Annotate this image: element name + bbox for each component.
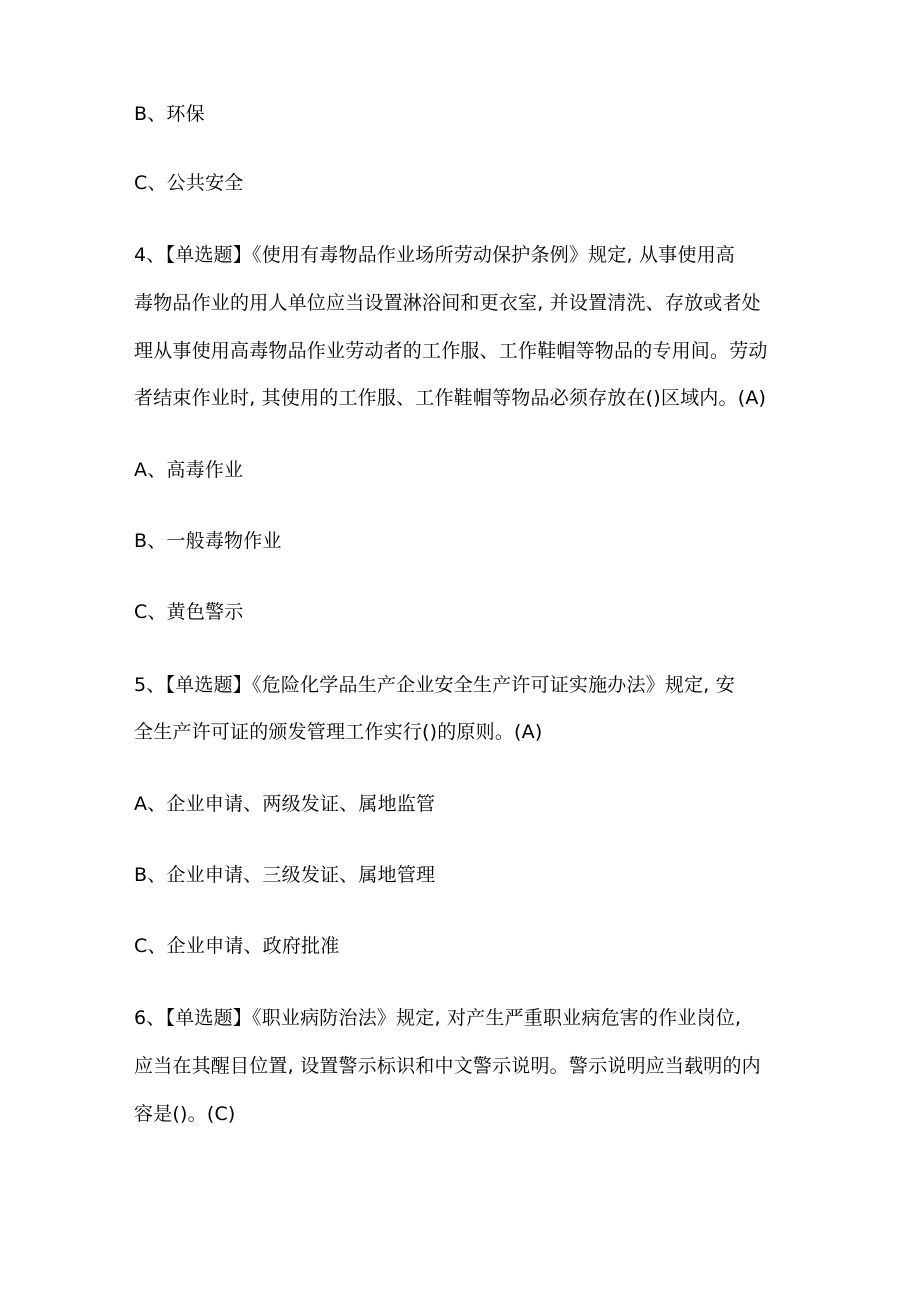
question-5-line-2: 全生产许可证的颁发管理工作实行()的原则。(A) xyxy=(134,721,543,743)
question-4-line-3: 理从事使用高毒物品作业劳动者的工作服、工作鞋帽等物品的专用间。劳动 xyxy=(134,340,768,362)
question-6-line-1: 6、【单选题】《职业病防治法》规定, 对产生严重职业病危害的作业岗位, xyxy=(134,1007,742,1029)
option-3-c: C、公共安全 xyxy=(134,172,244,194)
option-5-b: B、企业申请、三级发证、属地管理 xyxy=(134,864,436,886)
question-4-line-2: 毒物品作业的用人单位应当设置淋浴间和更衣室, 并设置清洗、存放或者处 xyxy=(134,292,761,314)
question-6-line-2: 应当在其醒目位置, 设置警示标识和中文警示说明。警示说明应当载明的内 xyxy=(134,1055,761,1077)
option-3-b: B、环保 xyxy=(134,103,205,125)
option-4-a: A、高毒作业 xyxy=(134,459,244,481)
question-4-line-4: 者结束作业时, 其使用的工作服、工作鞋帽等物品必须存放在()区域内。(A) xyxy=(134,387,767,409)
option-4-c: C、黄色警示 xyxy=(134,601,244,623)
option-4-b: B、一般毒物作业 xyxy=(134,530,282,552)
option-5-c: C、企业申请、政府批准 xyxy=(134,935,340,957)
question-5-line-1: 5、【单选题】《危险化学品生产企业安全生产许可证实施办法》规定, 安 xyxy=(134,674,735,696)
option-5-a: A、企业申请、两级发证、属地监管 xyxy=(134,793,436,815)
question-4-line-1: 4、【单选题】《使用有毒物品作业场所劳动保护条例》规定, 从事使用高 xyxy=(134,244,735,266)
question-6-line-3: 容是()。(C) xyxy=(134,1103,236,1125)
